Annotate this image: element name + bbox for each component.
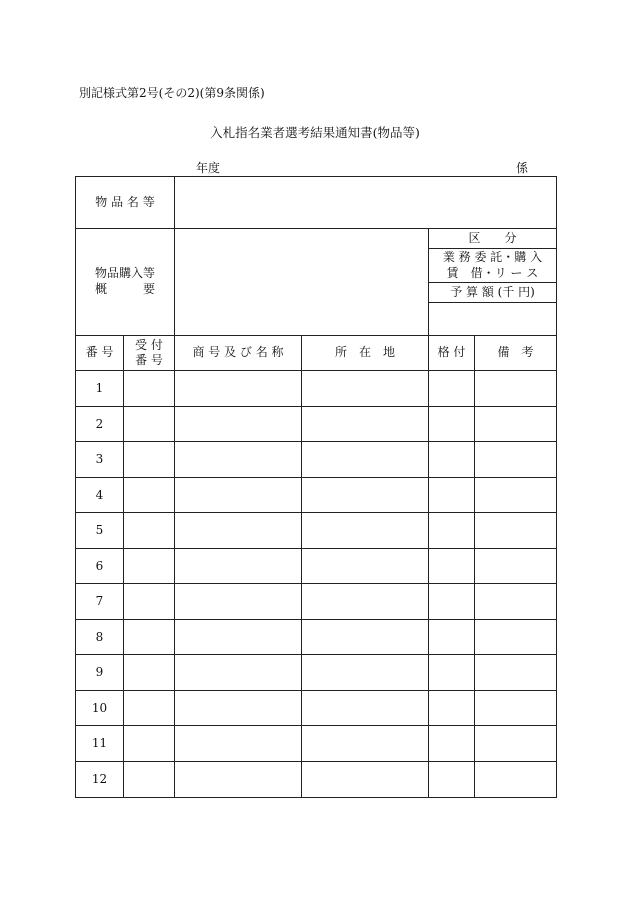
row-rule [75,619,557,620]
col-header-receipt [124,336,174,370]
summary-label-line1: 物品購入等 [94,266,155,281]
form-number: 別記様式第2号(その2)(第9条関係) [79,86,265,100]
budget-value[interactable] [429,303,556,335]
category-options[interactable] [429,249,556,282]
col-header-number: 番 号 [85,345,114,360]
col-header-rank: 格 付 [437,345,466,360]
col-header-receipt-line2: 番 号 [135,353,163,367]
row-rule [75,690,557,691]
col-header-receipt-line1: 受 付 [135,338,163,352]
section-label: 係 [516,161,529,175]
category-option-line1: 業 務 委 託・購 入 [442,249,543,264]
item-name-label: 物 品 名 等 [95,194,155,209]
row-number: 7 [95,594,104,609]
document-title: 入札指名業者選考結果通知書(物品等) [210,125,420,140]
row-rule [75,583,557,584]
row-number: 3 [95,452,104,467]
rule-col-number [123,335,124,798]
item-name-value[interactable] [175,177,556,228]
row-number: 2 [95,417,104,432]
category-label: 区 分 [468,230,517,245]
row-number: 8 [95,630,104,645]
row-number: 1 [95,381,104,396]
row-number: 11 [91,736,108,751]
row-number: 5 [95,523,104,538]
row-number: 9 [95,665,104,680]
row-rule [75,512,557,513]
row-rule [75,761,557,762]
summary-label-line2: 概 要 [94,282,155,296]
rule-col-business [301,335,302,798]
category-option-line2: 賃 借・リ ー ス [446,265,539,280]
row-number: 6 [95,559,104,574]
row-number: 12 [91,772,108,787]
rule-col-rank [474,335,475,798]
row-rule [75,725,557,726]
row-rule [75,406,557,407]
row-rule [75,654,557,655]
row-rule [75,548,557,549]
summary-label [76,229,174,335]
row-number: 10 [91,701,108,716]
budget-label: 予 算 額 (千 円) [450,284,535,299]
year-label: 年度 [196,161,221,175]
row-rule [75,441,557,442]
row-rule [75,477,557,478]
col-header-business-name: 商 号 及 び 名 称 [192,345,284,360]
rule-column-headers [75,370,557,371]
col-header-remarks: 備 考 [497,345,534,360]
summary-value[interactable] [175,229,428,335]
table-border-bottom [75,797,557,798]
row-number: 4 [95,488,104,503]
table-border-right [556,176,557,798]
col-header-location: 所 在 地 [334,345,395,360]
